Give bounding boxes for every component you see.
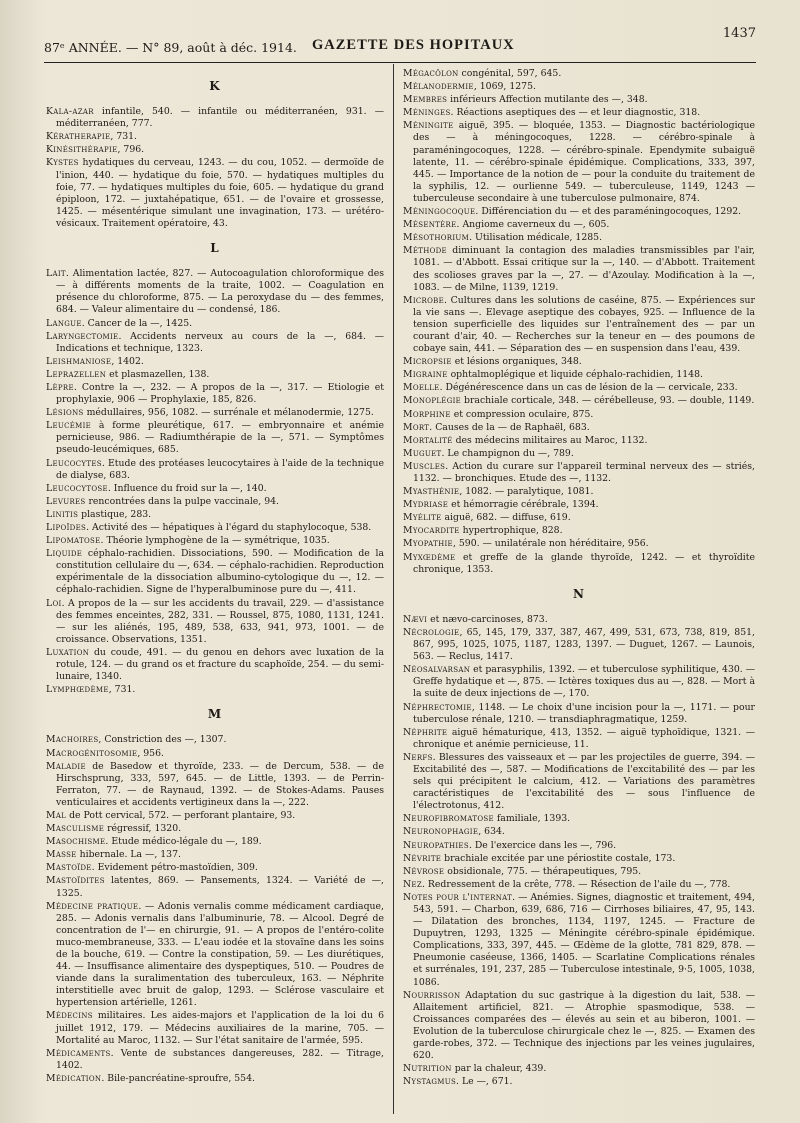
entry-keyword: Lésions <box>46 407 84 419</box>
index-entry <box>403 356 755 368</box>
entry-keyword: Myocardite <box>403 525 460 537</box>
entry-keyword: Nécrologie <box>403 626 460 638</box>
entry-keyword: Masculisme <box>46 823 105 835</box>
index-entry <box>46 684 384 696</box>
entry-keyword: Mastoïde <box>46 862 92 874</box>
entry-keyword: Micropsie <box>403 356 452 368</box>
entry-text: . Théorie lymphogène de la — symétrique, 1035. <box>100 535 330 547</box>
index-entry <box>46 862 384 874</box>
entry-text: . Vente de substances dangereuses, 282. — Titrage, 1402. <box>56 1047 384 1071</box>
index-entry <box>403 512 755 524</box>
section-letter: N <box>573 586 585 601</box>
entry-keyword: Linitis <box>46 508 79 520</box>
entry-text: . Bile-pancréatine-sproufre, 554. <box>101 1072 255 1084</box>
index-entry <box>403 382 755 394</box>
index-entry <box>403 614 755 626</box>
entry-keyword: Nourrisson <box>403 989 461 1001</box>
index-entry <box>46 369 384 381</box>
index-entry <box>46 420 384 456</box>
entry-keyword: Microbe <box>403 294 445 306</box>
section-letter: L <box>210 241 220 256</box>
entry-keyword: Morphine <box>403 408 451 420</box>
entry-keyword: Neuropathies <box>403 839 469 851</box>
entry-keyword: Nez <box>403 878 423 890</box>
entry-text: de Pott cervical, 572. — perforant plantaire, 93. <box>66 809 296 821</box>
entry-text: , 956. <box>137 747 164 759</box>
index-entry <box>403 120 755 205</box>
entry-keyword: Machoires <box>46 734 99 746</box>
entry-keyword: Membres <box>403 94 448 106</box>
entry-text: . Redressement de la crête, 778. — Résection de l'aile du —, 778. <box>422 878 731 890</box>
index-entry <box>403 840 755 852</box>
index-entry <box>403 752 755 812</box>
entry-keyword: Notes pour l'internat <box>403 891 513 903</box>
index-entry <box>46 1073 384 1085</box>
index-entry <box>46 458 384 482</box>
index-entry <box>46 483 384 495</box>
entry-text: régressif, 1320. <box>104 823 182 835</box>
entry-keyword: Néosalvarsan <box>403 664 471 676</box>
entry-keyword: Muguet <box>403 447 442 459</box>
index-entry <box>46 496 384 508</box>
entry-keyword: Mésothorium <box>403 232 470 244</box>
index-entry <box>46 823 384 835</box>
entry-keyword: Néphrectomie <box>403 701 472 713</box>
entry-text: . Etude médico-légale du —, 189. <box>105 836 262 848</box>
index-entry <box>46 810 384 822</box>
index-entry <box>46 106 384 130</box>
entry-text: . De l'exercice dans les —, 796. <box>468 839 617 851</box>
left-column <box>46 68 384 1086</box>
entry-text: , 65, 145, 179, 337, 387, 467, 499, 531, 673, 738, 819, 851, 867, 995, 1025, 1075, 1187, 1283, 1397. — Duguet, 1267. — Launois, 563. — Reclus, 1417. <box>413 626 755 663</box>
entry-text: , 590. — unilatérale non héréditaire, 956. <box>452 538 649 550</box>
entry-text: . A propos de la — sur les accidents du travail, 229. — d'assistance des femmes enceintes, 282, 331. — Roussel, 875, 1080, 1131, 1241. — sur les aliénés, 195, 489, 538, 633, 941, 973, 1001. — de croissance. Observations, 1351. <box>56 597 384 645</box>
index-entry <box>403 219 755 231</box>
entry-text: , 731. <box>108 684 136 696</box>
entry-text: , 796. <box>117 144 145 156</box>
entry-text: des médecins militaires au Maroc, 1132. <box>452 434 648 446</box>
index-entry <box>46 157 384 230</box>
entry-keyword: Méningocoque <box>403 206 476 218</box>
entry-keyword: Médecine pratique <box>46 900 139 912</box>
entry-keyword: Médication <box>46 1072 102 1084</box>
entry-text: , 1082. — paralytique, 1081. <box>459 486 594 498</box>
entry-keyword: Leucocytes <box>46 457 102 469</box>
entry-keyword: Méningite <box>403 120 454 132</box>
entry-text: , Constriction des —, 1307. <box>98 734 227 746</box>
entry-keyword: Mort <box>403 421 430 433</box>
entry-keyword: Kératherapie <box>46 131 111 143</box>
entry-text: plastique, 283. <box>78 508 152 520</box>
entry-text: . Cancer de la —, 1425. <box>81 317 193 329</box>
entry-keyword: Kystes <box>46 157 79 169</box>
page-shadow <box>0 0 40 1123</box>
entry-text: . Le champignon du —, 789. <box>441 447 574 459</box>
running-header <box>44 26 756 62</box>
entry-keyword: Mortalité <box>403 434 453 446</box>
entry-text: et nævo-carcinoses, 873. <box>427 613 548 625</box>
entry-keyword: Mélanodermie <box>403 81 474 93</box>
entry-text: . Etude des protéases leucocytaires à l'aide de la technique de dialyse, 683. <box>56 457 384 481</box>
entry-keyword: Kala-azar <box>46 106 94 118</box>
entry-text: brachiale excitée par une périostite costale, 173. <box>441 852 676 864</box>
entry-text: . Réactions aseptiques des — et leur diagnostic, 318. <box>450 107 701 119</box>
entry-keyword: Méninges <box>403 107 451 119</box>
entry-text: . Activité des — hépatiques à l'égard du staphylocoque, 538. <box>86 522 372 533</box>
entry-keyword: Liquide <box>46 548 83 560</box>
entry-text: aiguë hématurique, 413, 1352. — aiguë typhoïdique, 1321. — chronique et anémie pernicieuse, 11. <box>413 726 755 750</box>
index-entry <box>403 892 755 989</box>
index-entry <box>403 853 755 865</box>
entry-keyword: Mastoïdites <box>46 875 105 887</box>
entry-keyword: Laryngectomie <box>46 330 119 342</box>
entry-keyword: Migraine <box>403 369 448 381</box>
index-entry <box>403 422 755 434</box>
entry-keyword: Nutrition <box>403 1063 452 1075</box>
entry-keyword: Maladie <box>46 760 86 772</box>
entry-text: , 731. <box>110 131 138 143</box>
entry-text: militaires. Les aides-majors et l'application de la loi du 6 juillet 1912, 179. — Médecins auxiliaires de la marine, 705. — Mortalité au Maroc, 1132. — Sur l'état sanitaire de l'armée, 595. <box>56 1010 384 1046</box>
entry-keyword: Myasthénie <box>403 486 460 498</box>
entry-text: hypertrophique, 828. <box>459 525 563 537</box>
entry-text: ophtalmoplégique et liquide céphalo-rachidien, 1148. <box>447 369 703 381</box>
index-entry <box>403 81 755 93</box>
entry-keyword: Névrite <box>403 852 442 864</box>
entry-keyword: Muscles <box>403 460 446 472</box>
entry-keyword: Leprazellen <box>46 368 107 380</box>
index-entry <box>403 461 755 485</box>
index-entry <box>403 448 755 460</box>
entry-text: et parasyphilis, 1392. — et tuberculose syphilitique, 430. — Greffe hydatique et —, 875. — Ictères toxiques dus au —, 828. — Mort à la suite de deux injections de —, 170. <box>413 664 755 700</box>
entry-keyword: Nerfs <box>403 751 433 763</box>
header-title: GAZETTE DES HOPITAUX <box>312 37 515 53</box>
entry-keyword: Neurofibromatose <box>403 813 494 825</box>
entry-keyword: Nævi <box>403 613 428 625</box>
index-entry <box>403 232 755 244</box>
index-entry <box>46 748 384 760</box>
index-entry <box>46 598 384 646</box>
index-entry <box>403 369 755 381</box>
index-entry <box>403 435 755 447</box>
entry-text: aiguë, 395. — bloquée, 1353. — Diagnostic bactériologique des — à méningocoques, 1228. — cérébro-spinale à paraméningocoques, 1228. — cérébro-spinale. Ependymite subaiguë latente, 11. — cérébro-spinale épidémique. Complications, 333, 397, 445. — Importance de la notion de — pour la conduite du traitement de la syphilis, 12. — ourlienne 549. — tuberculeuse, 1149, 1243 — tuberculeuse secondaire à une tuberculose pulmonaire, 874. <box>413 120 755 204</box>
entry-keyword: Myélite <box>403 512 442 524</box>
entry-text: . Contre la —, 232. — A propos de la —, 317. — Etiologie et prophylaxie, 906 — Prophylaxie, 185, 826. <box>56 381 384 406</box>
index-entry <box>403 727 755 751</box>
entry-keyword: Leucémie <box>46 420 92 432</box>
entry-text: brachiale corticale, 348. — cérébelleuse, 93. — double, 1149. <box>461 395 755 407</box>
index-entry <box>46 356 384 368</box>
entry-text: . Alimentation lactée, 827. — Autocoagulation chloroformique des — à différents moments de la traite, 1002. — Coagulation en présence du chloroforme, 875. — La peroxydase du — des femmes, 684. — Valeur alimentaire du — condensé, 186. <box>56 268 384 316</box>
index-entry <box>46 268 384 316</box>
entry-text: . Différenciation du — et des paraméningocoques, 1292. <box>475 206 742 218</box>
index-entry <box>46 548 384 596</box>
index-entry <box>46 318 384 330</box>
index-entry <box>403 866 755 878</box>
index-entry <box>403 702 755 726</box>
entry-text: et plasmazellen, 138. <box>106 368 210 380</box>
entry-text: . — Anémies. Signes, diagnostic et traitement, 494, 543, 591. — Charbon, 639, 686, 716 — Cirrhoses biliaires, 47, 95, 143. — Dilatation des bronches, 1134, 1197, 1245. — Fracture de Dupuytren, 1293, 1325 — Méningite cérébro-spinale épidémique. Complications, 333, 397, 445. — Œdème de la glotte, 781 829, 878. — Pneumonie caséeuse, 1366, 1405. — Scarlatine Complications rénales et surrénales, 191, 237, 285 — Tuberculose intestinale, 9·5, 1005, 1038, 1086. <box>413 891 756 988</box>
entry-text: . Evidement pétro-mastoïdien, 309. <box>91 862 258 874</box>
entry-text: . Influence du froid sur la —, 140. <box>107 482 267 494</box>
entry-keyword: Masse <box>46 849 77 861</box>
index-entry <box>46 407 384 419</box>
index-entry <box>403 990 755 1063</box>
entry-text: familiale, 1393. <box>493 813 571 825</box>
entry-text: , 634. <box>478 826 505 838</box>
entry-text: céphalo-rachidien. Dissociations, 590. — Modification de la constitution cellulaire du —, 634. — céphalo-rachidien. Reproduction expérimentale de la dissociation albumino-cytologique du —, 12. — céphalo-rachidien. Signe de l'hyperalbuminose pure du —, 411. <box>56 548 384 596</box>
entry-keyword: Médecins <box>46 1010 93 1022</box>
entry-keyword: Masochisme <box>46 836 106 848</box>
index-entry <box>46 849 384 861</box>
entry-text: de Basedow et thyroïde, 233. — de Dercum, 538. — de Hirschsprung, 333, 597, 645. — de Little, 1393. — de Perrin-Ferraton, 77. — de Raynaud, 1392. — de Stokes-Adams. Pauses venticulaires et accidents vertigineux dans la —, 222. <box>56 760 384 808</box>
entry-text: . Utilisation médicale, 1285. <box>469 232 603 244</box>
entry-text: Adaptation du suc gastrique à la digestion du lait, 538. — Allaitement artificiel, 821. — Atrophie spasmodique, 538. — Croissances comparées des — élevés au sein et au biberon, 1001. — Evolution de la tuberculose chirurgicale chez le —, 825. — Examen des garde-robes, 372. — Technique des injections par les veines jugulaires, 620. <box>413 989 755 1062</box>
entry-text: médullaires, 956, 1082. — surrénale et mélanodermie, 1275. <box>83 407 374 419</box>
entry-text: . Blessures des vaisseaux et — par les projectiles de guerre, 394. — Excitabilité des —, 587. — Modifications de l'excitabilité des — par les sels qui précipitent le calcium, 412. — Variations des paramètres caractéristiques de l'excitabilité des — sous l'influence de l'électrotonus, 412. <box>413 751 755 812</box>
entry-keyword: Mal <box>46 809 67 821</box>
entry-text: . Cultures dans les solutions de caséine, 875. — Expériences sur la vie sans —. Elevage aseptique des cobayes, 925. — Influence de la tension superficielle des liquides sur l'entraînement des — par un courant d'air, 40. — Recherches sur la teneur en — des poumons de cobaye sain, 441. — Séparation des — en suspension dans l'eau, 439. <box>413 294 755 355</box>
index-entry <box>403 664 755 700</box>
header-issue: 87ᵉ ANNÉE. — N° 89, août à déc. 1914. <box>44 40 297 55</box>
entry-keyword: Leucocytose <box>46 482 108 494</box>
index-entry <box>46 331 384 355</box>
index-entry <box>46 901 384 1010</box>
right-column <box>403 68 755 1089</box>
index-entry <box>46 382 384 406</box>
entry-keyword: Lipomatose <box>46 535 101 547</box>
entry-keyword: Levures <box>46 495 86 507</box>
entry-text: . Le —, 671. <box>456 1076 513 1088</box>
index-entry <box>46 761 384 809</box>
entry-keyword: Lèpre <box>46 381 74 393</box>
index-entry <box>403 538 755 550</box>
index-entry <box>403 295 755 355</box>
index-entry <box>46 131 384 143</box>
entry-text: hibernale. La —, 137. <box>76 849 181 861</box>
entry-text: . Causes de la — de Raphaël, 683. <box>429 421 590 433</box>
entry-keyword: Macrogénitosomie <box>46 747 138 759</box>
index-entry <box>46 734 384 746</box>
index-entry <box>403 206 755 218</box>
index-entry <box>403 486 755 498</box>
entry-keyword: Lait <box>46 268 66 280</box>
index-entry <box>403 395 755 407</box>
index-entry <box>403 68 755 80</box>
entry-keyword: Méthode <box>403 245 447 257</box>
entry-text: congénital, 597, 645. <box>458 68 562 79</box>
index-entry <box>46 875 384 899</box>
entry-keyword: Lymphœdème <box>46 684 109 696</box>
entry-text: du coude, 491. — du genou en dehors avec luxation de la rotule, 124. — du grand os et fracture du scaphoïde, 254. — du semi-lunaire, 1340. <box>56 646 384 683</box>
index-entry <box>403 525 755 537</box>
header-rule <box>44 62 756 63</box>
column-divider <box>393 64 394 1114</box>
index-entry <box>403 409 755 421</box>
entry-keyword: Néphrite <box>403 726 448 738</box>
entry-text: hydatiques du cerveau, 1243. — du cou, 1052. — dermoïde de l'inion, 440. — hydatique du foie, 570. — hydatiques multiples du foie, 77. — hydatiques multiples du foie, 605. — hydatique du grand épiploon, 172. — juxtahépatique, 651. — de l'ovaire et grossesse, 1425. — mésentérique simulant une invagination, 173. — urétéro-vésicaux. Traitement opératoire, 43. <box>56 157 384 229</box>
entry-text: , 1069, 1275. <box>473 81 536 93</box>
index-entry <box>403 813 755 825</box>
entry-text: à forme pleurétique, 617. — embryonnaire et anémie pernicieuse, 986. — Radiumthérapie de la —, 571. — Symptômes pseudo-leucémiques, 685. <box>56 420 384 456</box>
index-entry <box>403 627 755 663</box>
entry-keyword: Leishmaniose <box>46 355 112 367</box>
entry-text: . Dégénérescence dans un cas de lésion de la — cervicale, 233. <box>439 382 738 394</box>
entry-text: aiguë, 682. — diffuse, 619. <box>441 512 571 524</box>
entry-keyword: Névrose <box>403 865 445 877</box>
entry-keyword: Luxation <box>46 646 90 658</box>
index-entry <box>46 1048 384 1072</box>
index-entry <box>403 1076 755 1088</box>
entry-keyword: Kinésithérapie <box>46 144 118 156</box>
entry-text: , 1148. — Le choix d'une incision pour la —, 1171. — pour tuberculose rénale, 1210. — transdiaphragmatique, 1259. <box>413 701 755 725</box>
index-entry <box>403 879 755 891</box>
section-letter: K <box>209 79 221 93</box>
entry-text: infantile, 540. — infantile ou méditerranéen, 931. — méditerranéen, 777. <box>56 106 384 130</box>
index-entry <box>403 826 755 838</box>
entry-keyword: Langue <box>46 317 82 329</box>
index-entry <box>403 107 755 119</box>
entry-text: . — Adonis vernalis comme médicament cardiaque, 285. — Adonis vernalis dans l'albuminurie, 78. — Alcool. Degré de concentration de l'— en chirurgie, 91. — A propos de l'entéro-colite muco-membraneuse, 333. — L'eau iodée et la stovaïne dans les soins de la bouche, 619. — Contre la constipation, 59. — Les diurétiques, 44. — Insuffisance alimentaire des dyspeptiques, 510. — Poudres de viande dans la suralimentation des tuberculeux, 163. — Néphrite interstitielle avec bruit de galop, 1293. — Sclérose vasculaire et hypertension artérielle, 1261. <box>56 900 384 1009</box>
entry-text: . Accidents nerveux au cours de la —, 684. — Indications et technique, 1323. <box>56 330 384 354</box>
index-entry <box>46 144 384 156</box>
entry-keyword: Neuronophagie <box>403 826 479 838</box>
index-entry <box>403 245 755 293</box>
index-entry <box>403 94 755 106</box>
entry-keyword: Mydriase <box>403 499 449 511</box>
index-entry <box>46 509 384 521</box>
index-entry <box>46 647 384 683</box>
entry-keyword: Lipoïdes <box>46 522 87 533</box>
entry-keyword: Myxœdème <box>403 551 456 563</box>
entry-text: par la chaleur, 439. <box>451 1063 547 1075</box>
section-letter: M <box>207 707 223 722</box>
entry-text: et compression oculaire, 875. <box>450 408 594 420</box>
entry-text: inférieurs Affection mutilante des —, 348. <box>447 94 648 106</box>
index-entry <box>46 836 384 848</box>
entry-keyword: Nystagmus <box>403 1076 457 1088</box>
entry-keyword: Loi <box>46 597 62 609</box>
entry-keyword: Monoplégie <box>403 395 462 407</box>
entry-text: et hémorragie cérébrale, 1394. <box>448 499 599 511</box>
entry-keyword: Myopathie <box>403 538 453 550</box>
index-entry <box>46 522 384 534</box>
index-entry <box>403 499 755 511</box>
entry-text: et lésions organiques, 348. <box>451 356 582 368</box>
index-entry <box>46 535 384 547</box>
entry-text: et greffe de la glande thyroïde, 1242. — et thyroïdite chronique, 1353. <box>413 551 755 575</box>
entry-keyword: Médicaments <box>46 1047 111 1059</box>
index-entry <box>46 1010 384 1046</box>
entry-text: , 1402. <box>111 355 144 367</box>
index-entry <box>403 552 755 576</box>
entry-text: diminuant la contagion des maladies transmissibles par l'air, 1081. — d'Abbott. Essai critique sur la —, 140. — d'Abbott. Traitement des scolioses graves par la —, 27. — d'Azoulay. Modification à la —, 1083. — de Milne, 1139, 1219. <box>413 245 755 293</box>
entry-keyword: Mégacôlon <box>403 68 459 79</box>
entry-text: . Action du curare sur l'appareil terminal nerveux des — striés, 1132. — bronchiques. Etude des —, 1132. <box>413 460 755 484</box>
entry-text: . Angiome caverneux du —, 605. <box>456 219 610 231</box>
entry-keyword: Moelle <box>403 382 440 394</box>
index-entry <box>403 1063 755 1075</box>
header-page-number: 1437 <box>722 26 756 41</box>
entry-text: latentes, 869. — Pansements, 1324. — Variété de —, 1325. <box>56 875 384 899</box>
entry-keyword: Mésentère <box>403 219 457 231</box>
entry-text: obsidionale, 775. — thérapeutiques, 795. <box>444 865 642 877</box>
entry-text: rencontrées dans la pulpe vaccinale, 94. <box>85 495 279 507</box>
